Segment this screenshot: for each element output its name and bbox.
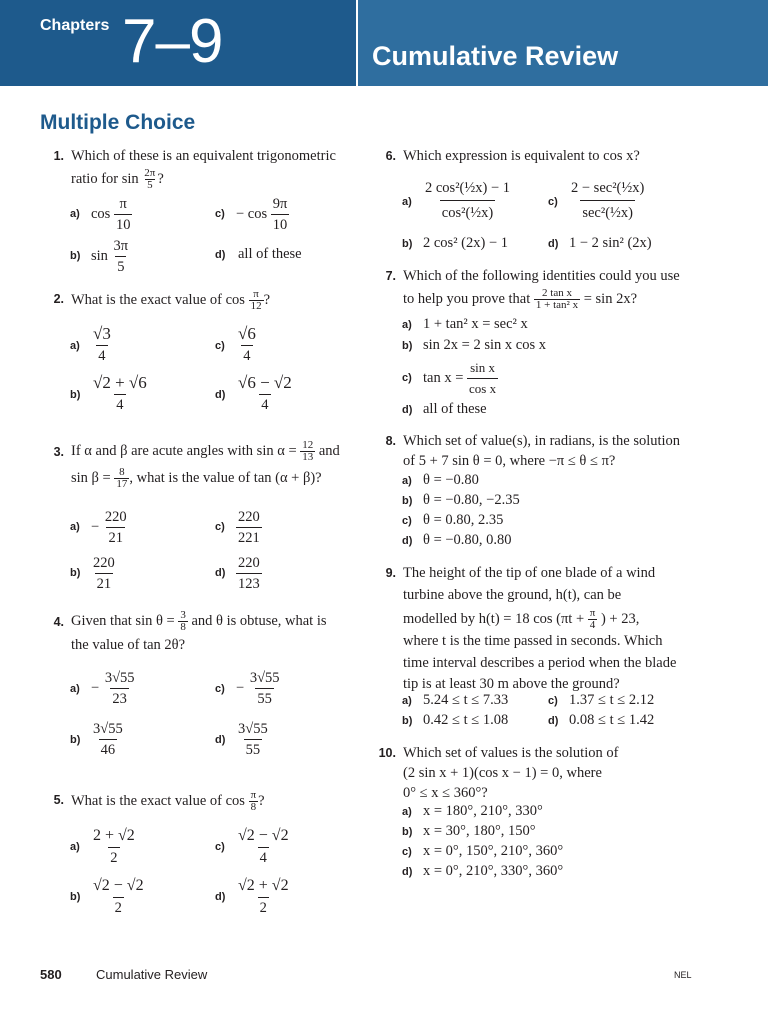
option-prefix: − [91, 518, 100, 535]
option-prefix: tan x = [423, 369, 464, 386]
option-label: b) [70, 567, 81, 579]
question-text [403, 743, 618, 803]
fraction-numerator: 3√55 [249, 670, 280, 686]
fraction-denominator: 23 [110, 688, 129, 709]
question-text-fragment: sin β = [71, 469, 111, 486]
option-label: a) [402, 196, 412, 208]
option-value: θ = −0.80 [423, 472, 479, 488]
fraction-denominator: cos x [467, 378, 498, 399]
question-text-line: turbine above the ground, h(t), can be [403, 586, 622, 603]
option-label: c) [215, 340, 225, 352]
fraction [236, 323, 258, 366]
question-number: 9. [385, 566, 396, 580]
fraction-denominator: 4 [241, 345, 252, 366]
option-label: d) [215, 891, 226, 903]
option-label: b) [402, 826, 413, 838]
fraction-denominator: 55 [255, 688, 274, 709]
option-prefix: − cos [236, 205, 268, 222]
fraction-numerator: 2 cos²(½x) − 1 [425, 180, 511, 196]
option-prefix: − [236, 679, 245, 696]
fraction-numerator: 220 [238, 509, 260, 525]
chapters-label: Chapters [40, 17, 110, 34]
option-value: θ = 0.80, 2.35 [423, 512, 504, 528]
question-text-line [403, 288, 680, 311]
fraction-numerator: 3√55 [238, 721, 268, 737]
question-text [403, 266, 680, 311]
fraction [236, 507, 262, 548]
option-value [91, 875, 146, 918]
question-text-fragment: Given that sin θ = [71, 612, 175, 629]
question-number: 2. [53, 292, 64, 306]
option-label: d) [548, 715, 559, 727]
option-value [569, 176, 646, 225]
question-text-line [71, 467, 340, 490]
question-text: Which expression is equivalent to cos x? [403, 148, 640, 164]
option-label: b) [402, 715, 413, 727]
question-number: 7. [385, 269, 396, 283]
fraction-numerator: π [250, 789, 257, 801]
question-number: 1. [53, 149, 64, 163]
fraction-denominator: 8 [180, 621, 186, 633]
question-text-line: (2 sin x + 1)(cos x − 1) = 0, where [403, 765, 602, 781]
fraction [569, 176, 646, 225]
option-label: b) [402, 340, 413, 352]
option-value: x = 0°, 150°, 210°, 360° [423, 843, 564, 859]
question-text-fragment: What is the exact value of cos [71, 291, 245, 308]
option-label: b) [70, 250, 81, 262]
option-label: d) [215, 734, 226, 746]
fraction [91, 875, 146, 918]
question-text-fragment: ? [258, 792, 265, 809]
option-value [91, 372, 149, 415]
fraction-numerator: 2 + √2 [93, 827, 135, 844]
option-value: 1.37 ≤ t ≤ 2.12 [569, 692, 655, 708]
option-value: 0.08 ≤ t ≤ 1.42 [569, 712, 655, 728]
fraction [236, 719, 270, 760]
option-label: d) [548, 238, 559, 250]
fraction [300, 440, 315, 463]
option-value: 1 − 2 sin² (2x) [569, 235, 652, 251]
fraction [103, 668, 137, 709]
option-label: d) [402, 404, 413, 416]
fraction-denominator: sec²(½x) [580, 200, 635, 225]
option-label: a) [402, 475, 412, 487]
option-value [91, 507, 129, 548]
fraction-numerator: √6 [238, 324, 256, 343]
option-value: x = 30°, 180°, 150° [423, 823, 536, 839]
option-label: a) [70, 841, 80, 853]
fraction [423, 176, 512, 225]
fraction-numerator: √2 − √2 [93, 877, 144, 894]
question-text-line: Which of these is an equivalent trigonometric [71, 148, 336, 164]
option-value [423, 358, 498, 399]
option-label: a) [70, 521, 80, 533]
fraction-denominator: 5 [147, 179, 153, 191]
question-text-line [71, 610, 327, 633]
option-label: c) [215, 521, 225, 533]
option-value [236, 875, 291, 918]
option-label: c) [215, 841, 225, 853]
option-label: d) [402, 866, 413, 878]
fraction-denominator: 10 [271, 214, 290, 235]
fraction [271, 194, 290, 235]
question-text-line [71, 168, 336, 191]
fraction-denominator: 123 [236, 573, 262, 594]
option-label: a) [70, 683, 80, 695]
option-prefix: sin [91, 247, 108, 264]
question-text-fragment: and [318, 442, 340, 459]
option-value [236, 825, 291, 868]
option-label: c) [402, 515, 412, 527]
footer-title: Cumulative Review [96, 967, 208, 982]
fraction [91, 372, 149, 415]
option-value: 0.42 ≤ t ≤ 1.08 [423, 712, 509, 728]
fraction [588, 608, 598, 631]
chapter-banner [0, 0, 768, 86]
fraction-numerator: π [119, 196, 127, 212]
option-value [236, 668, 282, 709]
question-text-line: of 5 + 7 sin θ = 0, where −π ≤ θ ≤ π? [403, 453, 616, 469]
fraction-numerator: 3√55 [104, 670, 135, 686]
option-value [236, 323, 258, 366]
option-value: 2 cos² (2x) − 1 [423, 235, 509, 251]
chapters-number: 7–9 [122, 7, 223, 76]
publisher-mark: NEL [674, 970, 692, 980]
option-value: x = 180°, 210°, 330° [423, 803, 543, 819]
option-label: b) [70, 734, 81, 746]
fraction-numerator: sin x [470, 360, 496, 375]
option-label: c) [402, 846, 412, 858]
option-label: a) [402, 319, 412, 331]
question-text [71, 289, 270, 312]
option-label: d) [215, 389, 226, 401]
option-value [236, 507, 262, 548]
fraction-numerator: √3 [93, 324, 111, 343]
option-value: θ = −0.80, 0.80 [423, 532, 512, 548]
question-text [71, 790, 265, 813]
option-label: a) [70, 208, 80, 220]
fraction [236, 372, 294, 415]
fraction [91, 553, 117, 594]
question-text-line [71, 440, 340, 463]
page-number: 580 [40, 967, 62, 982]
fraction-denominator: 12 [250, 300, 262, 312]
question-text-line: Which set of value(s), in radians, is the solution [403, 433, 681, 449]
question-text-line: Which set of values is the solution of [403, 745, 619, 761]
option-value [91, 719, 125, 760]
question-text-fragment: to help you prove that [403, 290, 531, 307]
option-prefix: − [91, 679, 100, 696]
question-number: 6. [385, 149, 396, 163]
fraction-numerator: 220 [104, 509, 127, 525]
fraction-numerator: π [589, 607, 596, 619]
fraction [112, 236, 131, 277]
question-number: 3. [53, 445, 64, 459]
question-text [71, 610, 327, 655]
option-value [236, 553, 262, 594]
fraction-denominator: 21 [106, 527, 125, 548]
page-title: Cumulative Review [372, 41, 619, 71]
question-number: 5. [53, 793, 64, 807]
fraction-denominator: 5 [115, 256, 126, 277]
question-text [71, 440, 340, 490]
option-value [91, 825, 137, 868]
question-text-fragment: What is the exact value of cos [71, 792, 245, 809]
question-number: 8. [385, 434, 396, 448]
fraction-numerator: π [253, 288, 259, 300]
option-label: a) [402, 695, 412, 707]
option-value [236, 194, 289, 235]
fraction-numerator: 220 [238, 555, 260, 571]
option-value: all of these [423, 401, 487, 417]
fraction-denominator: 1 + tan² x [535, 299, 579, 311]
option-label: c) [215, 208, 225, 220]
option-value: 1 + tan² x = sec² x [423, 316, 528, 332]
fraction-denominator: 4 [259, 394, 270, 415]
option-label: d) [402, 535, 413, 547]
banner-divider [356, 0, 358, 86]
fraction-denominator: 17 [116, 478, 128, 490]
fraction [236, 553, 262, 594]
question-text-fragment: = sin 2x? [583, 290, 638, 307]
option-value: all of these [238, 246, 302, 262]
option-label: b) [70, 389, 81, 401]
question-text-line: tip is at least 30 m above the ground? [403, 676, 620, 692]
option-value [423, 176, 512, 225]
fraction [114, 467, 129, 490]
question-text-fragment: ? [157, 170, 164, 187]
fraction-denominator: 4 [589, 619, 596, 631]
fraction-denominator: 4 [96, 345, 107, 366]
fraction-denominator: 55 [244, 739, 263, 760]
option-label: c) [548, 695, 558, 707]
fraction [178, 610, 188, 633]
fraction [91, 719, 125, 760]
fraction-numerator: 3 [180, 609, 186, 621]
fraction [467, 358, 498, 399]
question-text-fragment: and θ is obtuse, what is [191, 612, 327, 629]
fraction-numerator: √2 + √2 [238, 877, 289, 894]
fraction-numerator: 2 − sec²(½x) [571, 180, 645, 196]
option-value [91, 194, 132, 235]
question-text-line: where t is the time passed in seconds. Which [403, 633, 663, 649]
option-value [236, 372, 294, 415]
option-label: c) [215, 683, 225, 695]
option-label: a) [70, 340, 80, 352]
fraction-denominator: 21 [95, 573, 114, 594]
fraction [534, 288, 580, 311]
fraction-numerator: 3π [113, 238, 129, 254]
fraction-denominator: 2 [258, 897, 269, 918]
option-value: 5.24 ≤ t ≤ 7.33 [423, 692, 509, 708]
option-label: a) [402, 806, 412, 818]
question-text [71, 146, 336, 191]
fraction-numerator: 3√55 [93, 721, 123, 737]
fraction-numerator: 220 [93, 555, 115, 571]
fraction [249, 289, 264, 312]
fraction-denominator: 2 [113, 897, 124, 918]
option-label: b) [402, 495, 413, 507]
option-value: sin 2x = 2 sin x cos x [423, 337, 546, 353]
option-value [236, 719, 270, 760]
fraction-denominator: 221 [236, 527, 262, 548]
fraction [91, 323, 113, 366]
question-text-line: Which of the following identities could you use [403, 268, 680, 284]
option-label: b) [402, 238, 413, 250]
section-heading: Multiple Choice [40, 111, 196, 134]
fraction [248, 668, 282, 709]
fraction [103, 507, 129, 548]
fraction-numerator: √2 + √6 [93, 373, 147, 392]
fraction-denominator: 4 [258, 847, 269, 868]
fraction-denominator: 2 [108, 847, 119, 868]
fraction [91, 825, 137, 868]
option-value [91, 236, 130, 277]
question-text-fragment: If α and β are acute angles with sin α = [71, 442, 297, 459]
question-text-fragment: modelled by h(t) = 18 cos (πt + [403, 610, 585, 627]
question-text [403, 431, 680, 471]
fraction-numerator: √6 − √2 [238, 373, 292, 392]
option-value [91, 668, 137, 709]
fraction-numerator: √2 − √2 [238, 827, 289, 844]
question-text-line: time interval describes a period when the blade [403, 654, 677, 671]
option-label: b) [70, 891, 81, 903]
option-value: θ = −0.80, −2.35 [423, 492, 520, 508]
option-label: d) [215, 249, 226, 261]
fraction-numerator: 2π [144, 167, 156, 179]
question-text-line: The height of the tip of one blade of a wind [403, 565, 656, 581]
option-label: c) [548, 196, 558, 208]
fraction [236, 825, 291, 868]
question-text-line: the value of tan 2θ? [71, 637, 186, 653]
question-text-line [403, 608, 676, 631]
option-label: c) [402, 372, 412, 384]
question-number: 10. [378, 746, 396, 760]
fraction-numerator: 8 [119, 466, 125, 478]
question-number: 4. [53, 615, 64, 629]
fraction-numerator: 12 [302, 439, 314, 451]
fraction-denominator: cos²(½x) [440, 200, 495, 225]
question-text-line: 0° ≤ x ≤ 360°? [403, 785, 488, 801]
option-prefix: cos [91, 205, 111, 222]
fraction [236, 875, 291, 918]
fraction-denominator: 13 [302, 451, 314, 463]
question-text [403, 563, 676, 696]
fraction [142, 168, 157, 191]
fraction [114, 194, 133, 235]
fraction-denominator: 10 [114, 214, 133, 235]
question-text-fragment: ) + 23, [600, 610, 640, 627]
option-label: d) [215, 567, 226, 579]
fraction-denominator: 8 [250, 801, 257, 813]
fraction-numerator: 2 tan x [542, 287, 572, 299]
fraction-denominator: 46 [99, 739, 118, 760]
fraction-denominator: 4 [114, 394, 125, 415]
fraction [249, 790, 259, 813]
question-text-fragment: , what is the value of tan (α + β)? [129, 469, 322, 486]
question-text-fragment: ? [263, 291, 270, 308]
fraction-numerator: 9π [272, 196, 288, 212]
option-value: x = 0°, 210°, 330°, 360° [423, 863, 564, 879]
question-text-fragment: ratio for sin [71, 170, 139, 187]
option-value [91, 323, 113, 366]
option-value [91, 553, 117, 594]
